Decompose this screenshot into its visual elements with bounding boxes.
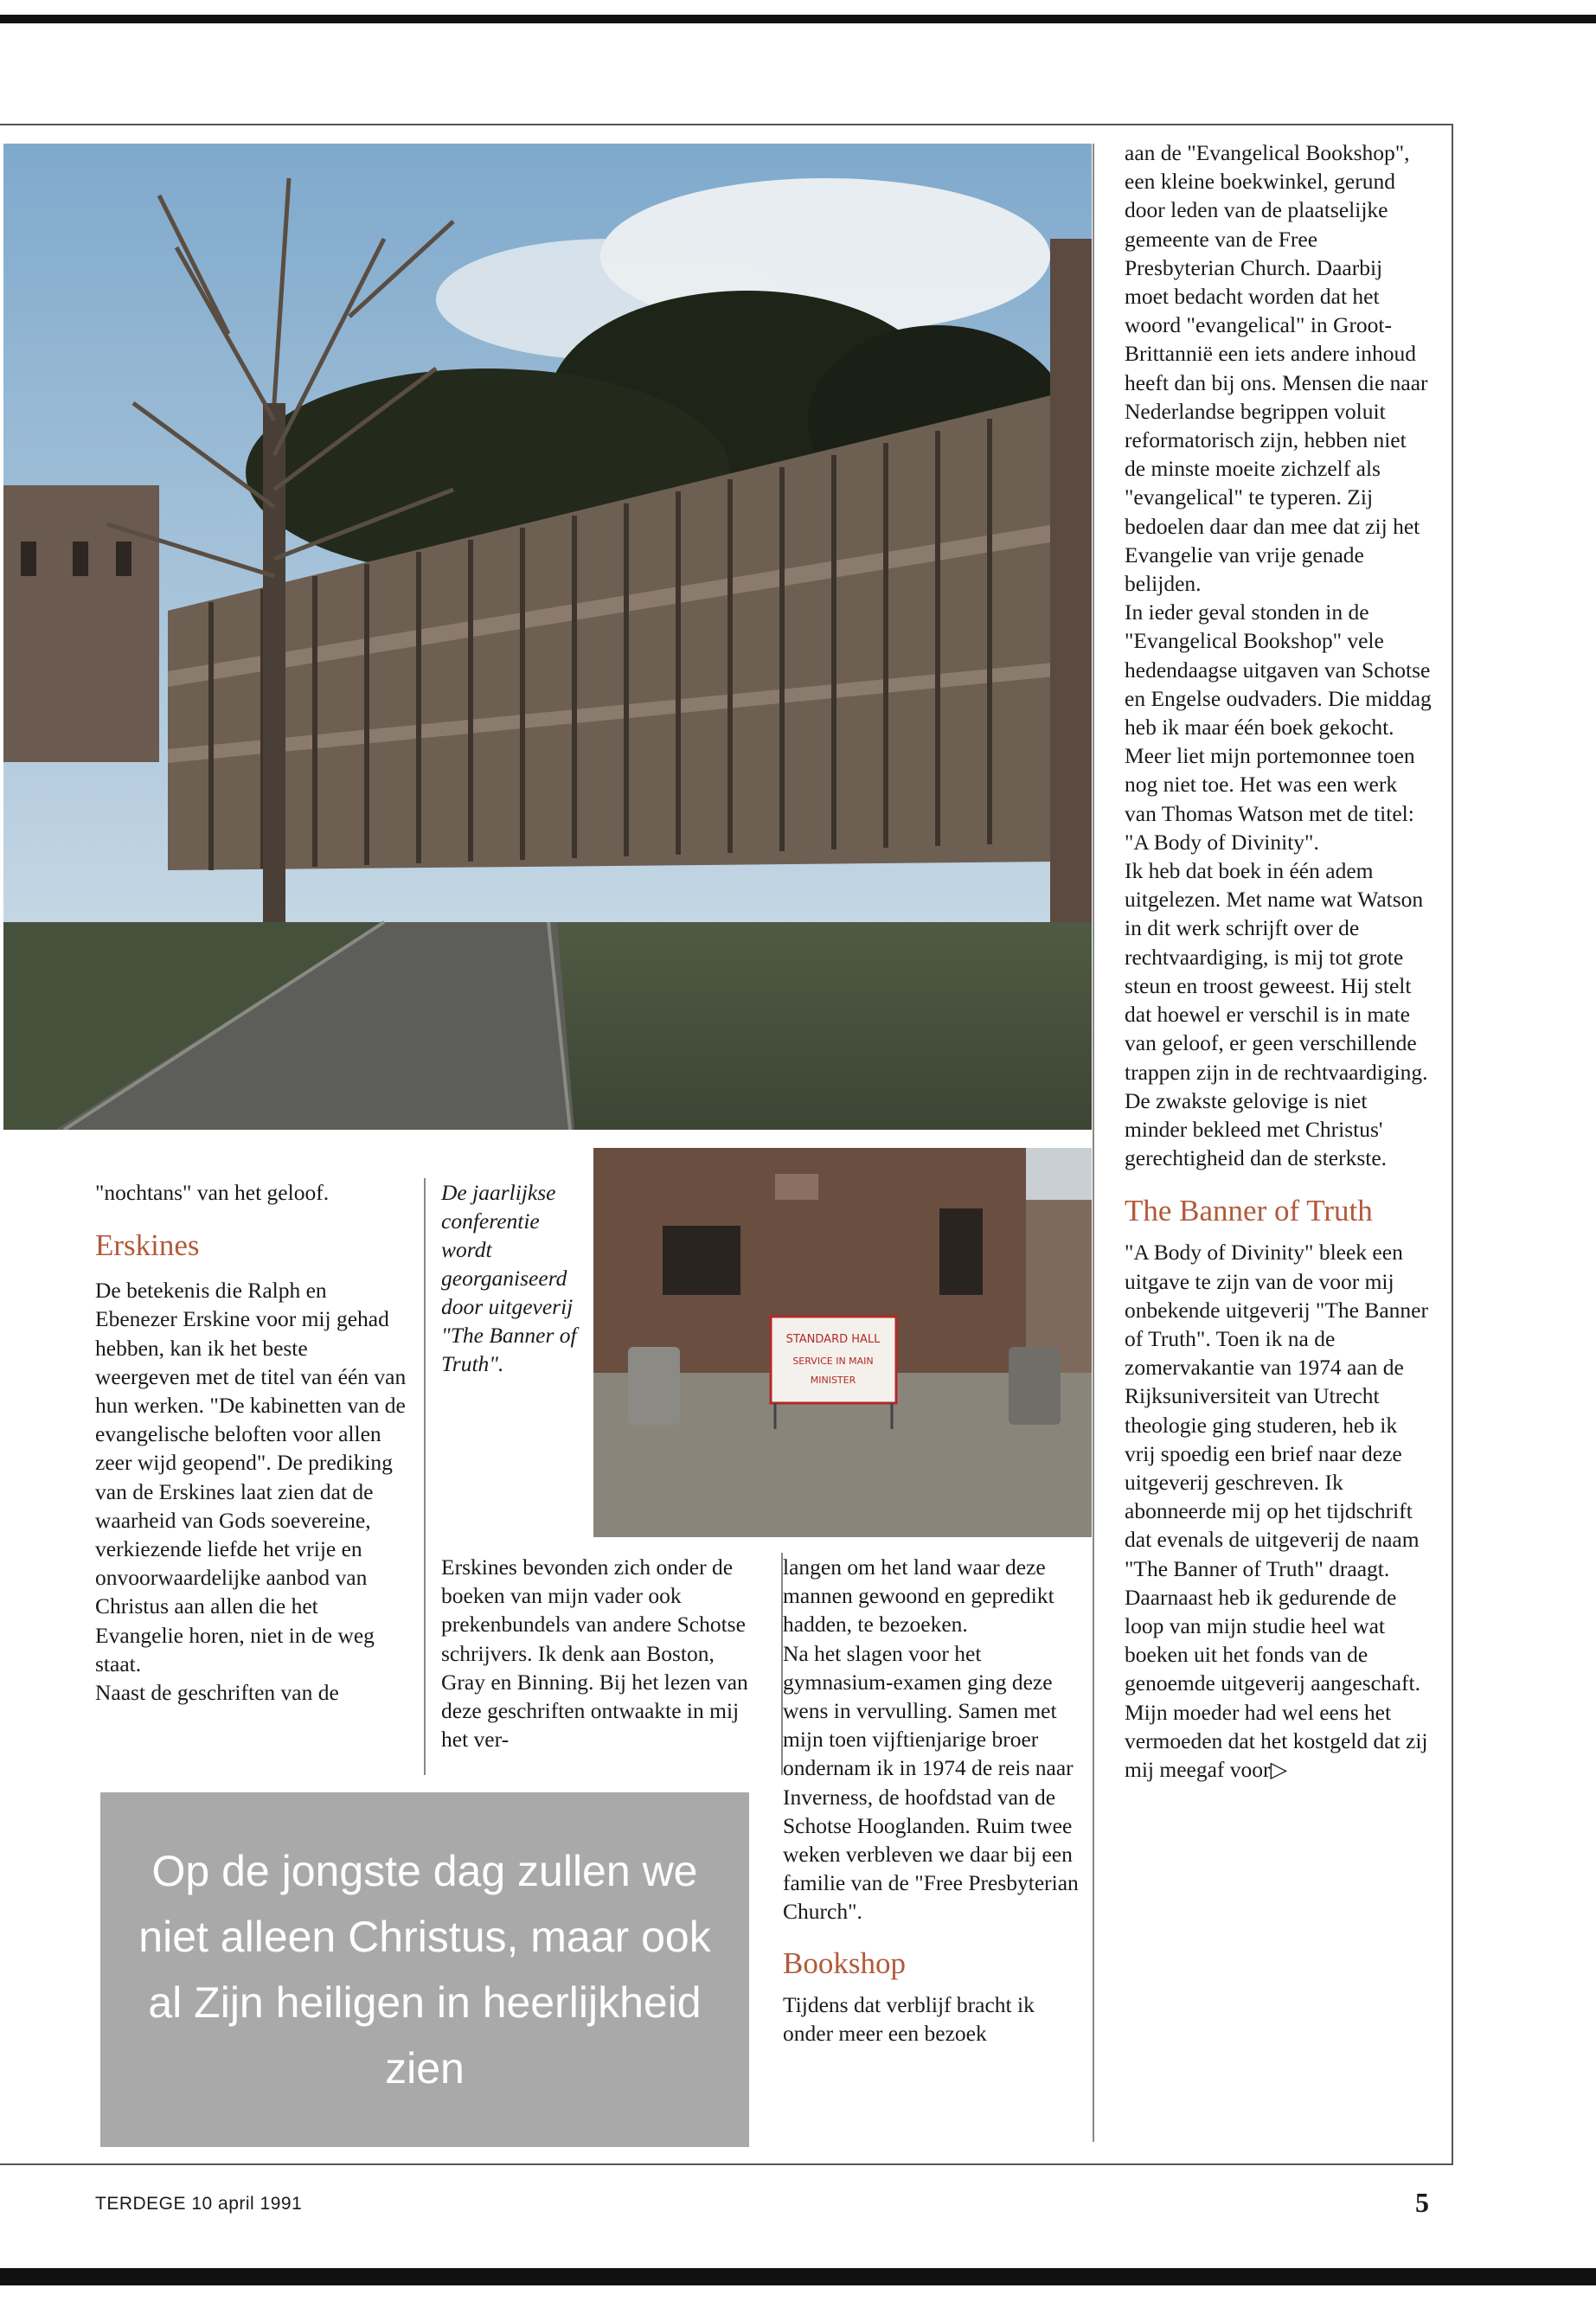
heading-erskines: Erskines bbox=[95, 1228, 200, 1263]
photo-building bbox=[3, 144, 1092, 1130]
column-rule bbox=[1093, 144, 1094, 2142]
column-4 bbox=[1125, 138, 1432, 1784]
paragraph: Daarnaast heb ik gedurende de loop van mijn studie heel wat boeken uit het fonds van de genoemde uitgeverij aangeschaft. Mijn moeder had wel eens het vermoeden dat het kostgeld dat zij mij meegaf voor▷ bbox=[1125, 1584, 1428, 1782]
paragraph: Tijdens dat verblijf bracht ik onder meer een bezoek bbox=[783, 1991, 1035, 2046]
photo-standard-hall bbox=[593, 1148, 1092, 1537]
paragraph: "A Body of Divinity" bleek een uitgave te zijn van de voor mij onbekende uitgeverij "The Banner of Truth". Toen ik na de zomervakantie van 1974 aan de Rijksuniversiteit van Utrecht theologie ging studeren, heb ik vrij spoedig een brief naar deze uitgeverij geschreven. Ik abonneerde mij op het tijdschrift dat evenals de uitgeverij de naam "The Banner of Truth" draagt. bbox=[1125, 1240, 1428, 1581]
column-rule bbox=[424, 1178, 426, 1775]
column-3 bbox=[783, 1553, 1081, 2048]
svg-text:MINISTER: MINISTER bbox=[810, 1375, 856, 1386]
paragraph: De betekenis die Ralph en Ebenezer Erskine voor mij gehad hebben, kan ik het beste weergeven met de titel van één van hun werken. "De kabinetten van de evangelische beloften voor allen zeer wijd geopend". De prediking van de Erskines laat zien dat de waarheid van Gods soevereine, verkiezende liefde het vrije en onvoorwaardelijke aanbod van Christus aan allen die het Evangelie horen, niet in de weg staat. bbox=[95, 1278, 407, 1676]
heading-bookshop: Bookshop bbox=[783, 1945, 906, 1980]
paragraph: Na het slagen voor het gymnasium-examen ging deze wens in vervulling. Samen met mijn toen vijftienjarige broer ondernam ik in 1974 de reis naar Inverness, de hoofdstad van de Schotse Hooglanden. Ruim twee weken verbleven we daar bij een familie van de "Free Presbyterian Church". bbox=[783, 1640, 1079, 1925]
paragraph: "nochtans" van het geloof. bbox=[95, 1180, 330, 1205]
paragraph: langen om het land waar deze mannen gewoond en gepredikt hadden, te bezoeken. bbox=[783, 1554, 1054, 1638]
column-1 bbox=[95, 1178, 407, 1707]
footer-publication: TERDEGE 10 april 1991 bbox=[95, 2194, 303, 2214]
pull-quote bbox=[100, 1792, 749, 2147]
column-2 bbox=[441, 1553, 757, 1753]
bottom-rule bbox=[0, 2268, 1596, 2285]
svg-text:STANDARD HALL: STANDARD HALL bbox=[785, 1333, 881, 1346]
paragraph: In ieder geval stonden in de "Evangelical Bookshop" vele hedendaagse uitgaven van Schotse en Engelse oudvaders. Die middag heb ik maar één boek gekocht. Meer liet mijn portemonnee toen nog niet toe. Het was een werk van Thomas Watson met de titel: "A Body of Divinity". bbox=[1125, 599, 1432, 855]
pull-quote-text: Op de jongste dag zullen we niet alleen Christus, maar ook al Zijn heiligen in heerlijkheid zien bbox=[138, 1847, 711, 2093]
svg-text:SERVICE IN MAIN: SERVICE IN MAIN bbox=[792, 1356, 874, 1367]
paragraph: aan de "Evangelical Bookshop", een kleine boekwinkel, gerund door leden van de plaatselijke gemeente van de Free Presbyterian Church. Daarbij moet bedacht worden dat het woord "evangelical" in Groot-Brittannië een iets andere inhoud heeft dan bij ons. Mensen die naar Nederlandse begrippen voluit reformatorisch zijn, hebben niet de minste moeite zichzelf als "evangelical" te typeren. Zij bedoelen daar dan mee dat zij het Evangelie van vrije genade belijden. bbox=[1125, 140, 1428, 597]
page-number: 5 bbox=[1415, 2187, 1429, 2218]
paragraph: Erskines bevonden zich onder de boeken van mijn vader ook prekenbundels van andere Schotse schrijvers. Ik denk aan Boston, Gray en Binning. Bij het lezen van deze geschriften ontwaakte in mij het ver- bbox=[441, 1554, 748, 1753]
heading-banner-of-truth: The Banner of Truth bbox=[1125, 1194, 1373, 1228]
top-rule bbox=[0, 15, 1596, 23]
paragraph: Naast de geschriften van de bbox=[95, 1680, 339, 1706]
paragraph: Ik heb dat boek in één adem uitgelezen. Met name wat Watson in dit werk schrijft over de rechtvaardiging, is mij tot grote steun en troost geweest. Hij stelt dat hoewel er verschil is in mate van geloof, er geen verschillende trappen zijn in de rechtvaardiging. De zwakste gelovige is niet minder bekleed met Christus' gerechtigheid dan de sterkste. bbox=[1125, 858, 1428, 1171]
continue-arrow-icon: ▷ bbox=[1270, 1756, 1288, 1782]
photo-caption: De jaarlijkse conferentie wordt georganiseerd door uitgeverij "The Banner of Truth". bbox=[441, 1180, 577, 1376]
